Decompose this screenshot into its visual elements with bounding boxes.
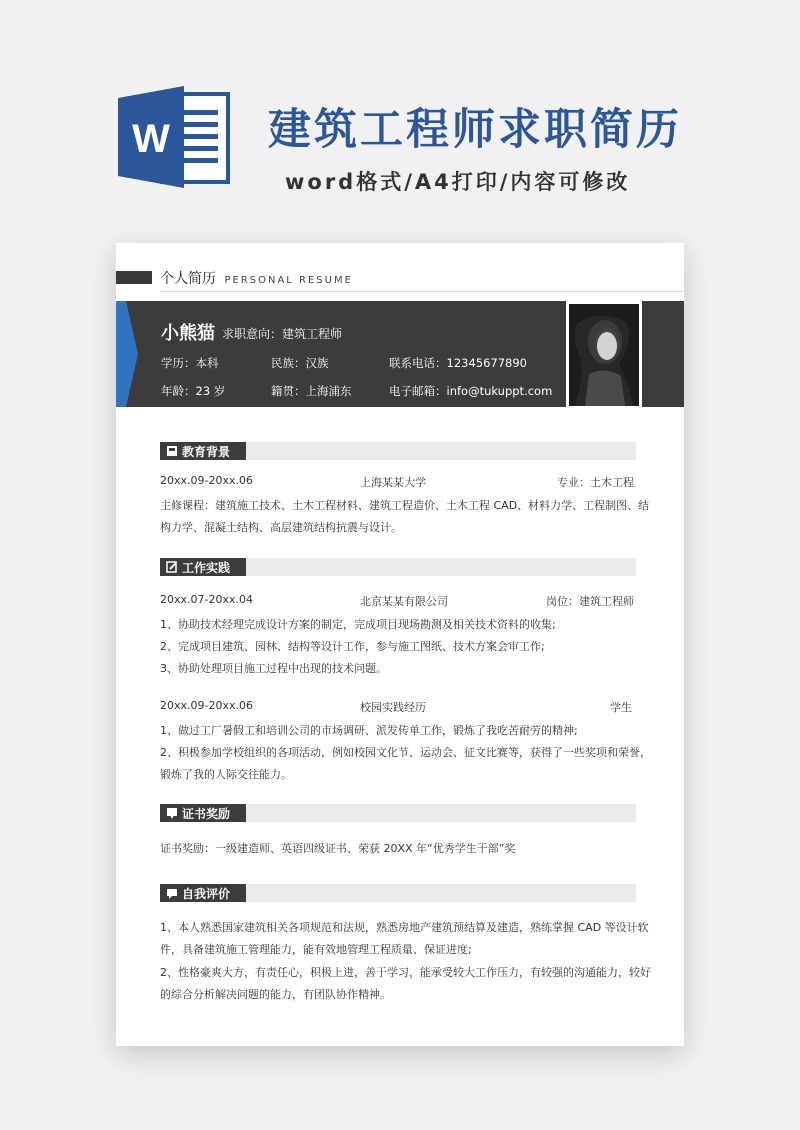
resume-page — [116, 243, 684, 1046]
certificate-icon — [166, 807, 178, 819]
job1-line-2: 2、完成项目建筑、园林、结构等设计工作，参与施工图纸、技术方案会审工作; — [160, 640, 545, 653]
chat-icon — [166, 887, 178, 899]
education-section-header — [160, 442, 246, 460]
awards-line: 证书奖励：一级建造师、英语四级证书、荣获 20XX 年“优秀学生干部”奖 — [160, 842, 516, 855]
education-icon — [166, 445, 178, 457]
candidate-name: 小熊猫 — [161, 323, 215, 344]
job1-line-1: 1、协助技术经理完成设计方案的制定，完成项目现场勘测及相关技术资料的收集; — [160, 618, 556, 631]
blue-accent-arrow — [116, 301, 138, 407]
banner-title: 建筑工程师求职简历 — [268, 105, 682, 155]
info-education: 学历：本科 — [161, 356, 219, 370]
header-title-cn: 个人简历 — [160, 271, 216, 287]
profile-photo — [566, 301, 642, 409]
job2-line-1: 1、做过工厂暑假工和培训公司的市场调研、派发传单工作，锻炼了我吃苦耐劳的精神; — [160, 724, 578, 737]
banner-subtitle: word格式/A4打印/内容可修改 — [285, 170, 631, 194]
word-document-icon — [118, 86, 230, 188]
self-line-1: 1、本人熟悉国家建筑相关各项规范和法规，熟悉房地产建筑预结算及建造，熟练掌握 CAD 等设计软 — [160, 921, 649, 934]
self-title: 自我评价 — [182, 887, 231, 901]
job2-period: 20xx.09-20xx.06 — [160, 699, 253, 712]
header-bar — [116, 271, 152, 284]
job2-company: 校园实践经历 — [360, 701, 426, 714]
edit-icon — [166, 561, 178, 573]
awards-section-header — [160, 804, 246, 822]
edu-school: 上海某某大学 — [360, 476, 426, 489]
edu-period: 20xx.09-20xx.06 — [160, 474, 253, 487]
info-email: 电子邮箱：info@tukuppt.com — [389, 384, 553, 398]
edu-line-1: 主修课程：建筑施工技术、土木工程材料、建筑工程造价、土木工程 CAD、材料力学、工程制图、结 — [160, 499, 650, 512]
job1-line-3: 3、协助处理项目施工过程中出现的技术问题。 — [160, 662, 387, 675]
work-section-header — [160, 558, 246, 576]
job2-line-3: 锻炼了我的人际交往能力。 — [160, 768, 292, 781]
education-title: 教育背景 — [182, 445, 231, 459]
job2-position: 学生 — [610, 701, 632, 714]
self-line-4: 的综合分析解决问题的能力，有团队协作精神。 — [160, 988, 391, 1001]
job1-position: 岗位：建筑工程师 — [546, 595, 634, 608]
header-title-en: PERSONAL RESUME — [224, 275, 353, 286]
self-line-3: 2、性格豪爽大方，有责任心，积极上进，善于学习，能承受较大工作压力，有较强的沟通能力，较好 — [160, 966, 651, 979]
info-phone: 联系电话：12345677890 — [389, 356, 527, 370]
self-line-2: 件，具备建筑施工管理能力，能有效地管理工程质量、保证进度; — [160, 943, 472, 956]
edu-line-2: 构力学、混凝土结构、高层建筑结构抗震与设计。 — [160, 521, 402, 534]
resume-header-title — [160, 268, 353, 288]
info-ethnicity: 民族：汉族 — [271, 356, 329, 370]
word-icon-letter: W — [132, 117, 170, 161]
job2-line-2: 2、积极参加学校组织的各项活动，例如校园文化节、运动会、征文比赛等，获得了一些奖项和荣誉， — [160, 746, 651, 759]
awards-title: 证书奖励 — [182, 807, 231, 821]
header-divider — [160, 291, 684, 292]
self-section-header — [160, 884, 246, 902]
job1-company: 北京某某有限公司 — [360, 595, 448, 608]
info-hometown: 籍贯：上海浦东 — [271, 384, 352, 398]
job1-period: 20xx.07-20xx.04 — [160, 593, 253, 606]
work-title: 工作实践 — [182, 561, 231, 575]
edu-major: 专业：土木工程 — [557, 476, 634, 489]
job-intent: 求职意向：建筑工程师 — [222, 327, 343, 341]
info-age: 年龄：23 岁 — [161, 384, 226, 398]
